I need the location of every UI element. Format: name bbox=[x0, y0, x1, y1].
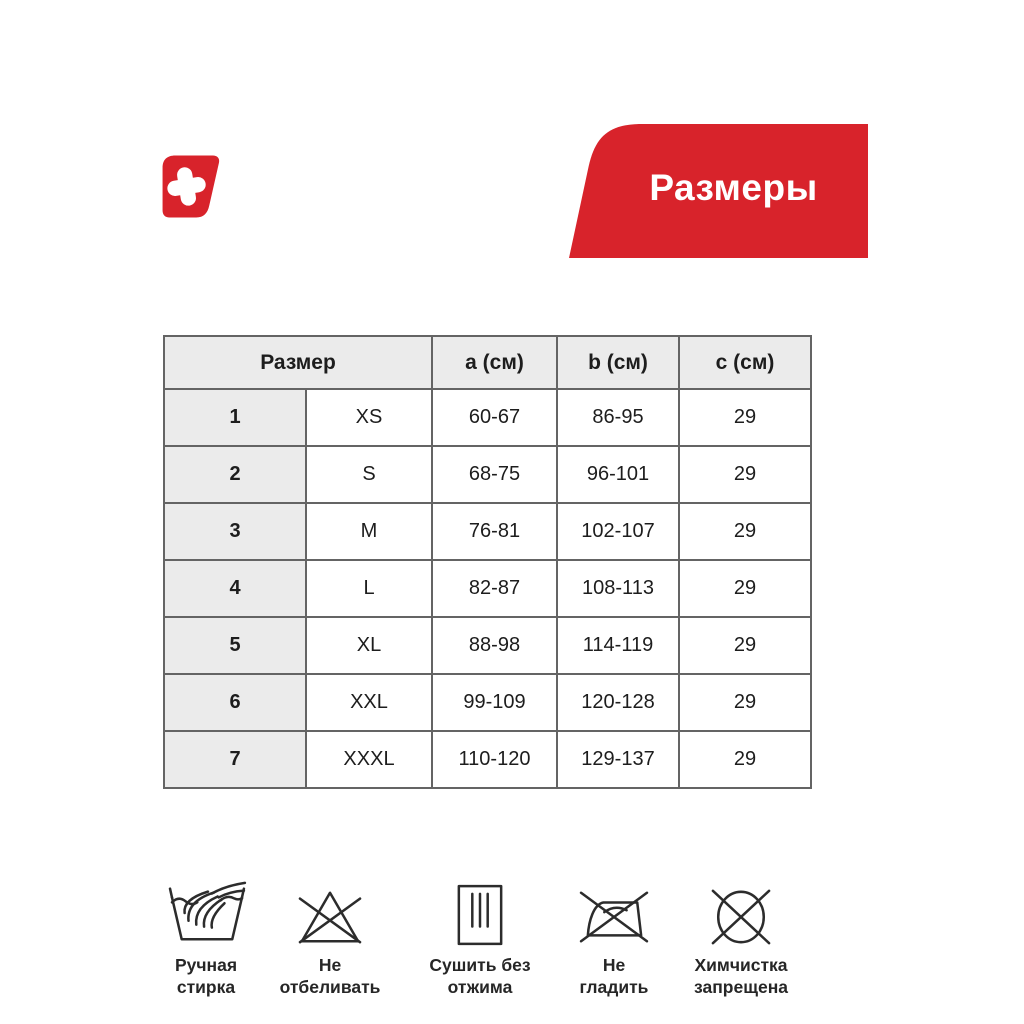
b-cell: 120-128 bbox=[557, 674, 679, 731]
row-number-cell: 6 bbox=[164, 674, 306, 731]
row-number-cell: 3 bbox=[164, 503, 306, 560]
a-cell: 60-67 bbox=[432, 389, 557, 446]
care-label: Сушить без отжима bbox=[429, 955, 531, 997]
row-number-cell: 2 bbox=[164, 446, 306, 503]
row-number-cell: 4 bbox=[164, 560, 306, 617]
b-cell: 129-137 bbox=[557, 731, 679, 788]
row-number-cell: 5 bbox=[164, 617, 306, 674]
size-table bbox=[163, 335, 812, 789]
col-header-a: a (см) bbox=[432, 336, 557, 389]
no-iron-icon bbox=[577, 872, 651, 948]
table-row bbox=[164, 674, 811, 731]
row-number-cell: 7 bbox=[164, 731, 306, 788]
a-cell: 68-75 bbox=[432, 446, 557, 503]
table-row bbox=[164, 617, 811, 674]
b-cell: 102-107 bbox=[557, 503, 679, 560]
b-cell: 86-95 bbox=[557, 389, 679, 446]
table-header-row bbox=[164, 336, 811, 389]
drip-dry-icon bbox=[455, 872, 505, 948]
a-cell: 110-120 bbox=[432, 731, 557, 788]
size-cell: M bbox=[306, 503, 432, 560]
col-header-size: Размер bbox=[164, 336, 432, 389]
b-cell: 96-101 bbox=[557, 446, 679, 503]
table-row bbox=[164, 389, 811, 446]
a-cell: 82-87 bbox=[432, 560, 557, 617]
table-row bbox=[164, 446, 811, 503]
col-header-c: c (см) bbox=[679, 336, 811, 389]
b-cell: 114-119 bbox=[557, 617, 679, 674]
c-cell: 29 bbox=[679, 617, 811, 674]
table-row bbox=[164, 731, 811, 788]
care-item-no-bleach bbox=[245, 872, 415, 999]
table-row bbox=[164, 503, 811, 560]
care-item-no-dry-clean bbox=[656, 872, 826, 999]
table-row bbox=[164, 560, 811, 617]
brand-logo bbox=[159, 154, 220, 220]
a-cell: 76-81 bbox=[432, 503, 557, 560]
size-cell: XXL bbox=[306, 674, 432, 731]
b-cell: 108-113 bbox=[557, 560, 679, 617]
medical-cross-icon bbox=[159, 154, 220, 220]
page-title: Размеры bbox=[649, 167, 818, 208]
no-bleach-icon bbox=[293, 872, 367, 948]
c-cell: 29 bbox=[679, 731, 811, 788]
size-cell: L bbox=[306, 560, 432, 617]
c-cell: 29 bbox=[679, 674, 811, 731]
care-label: Химчистка запрещена bbox=[694, 955, 788, 997]
c-cell: 29 bbox=[679, 560, 811, 617]
title-banner bbox=[557, 124, 868, 258]
hand-wash-icon bbox=[165, 872, 247, 948]
a-cell: 99-109 bbox=[432, 674, 557, 731]
c-cell: 29 bbox=[679, 503, 811, 560]
size-cell: S bbox=[306, 446, 432, 503]
c-cell: 29 bbox=[679, 389, 811, 446]
size-cell: XXXL bbox=[306, 731, 432, 788]
care-label: Не гладить bbox=[579, 955, 649, 997]
a-cell: 88-98 bbox=[432, 617, 557, 674]
size-cell: XL bbox=[306, 617, 432, 674]
no-dry-clean-icon bbox=[706, 872, 776, 948]
row-number-cell: 1 bbox=[164, 389, 306, 446]
col-header-b: b (см) bbox=[557, 336, 679, 389]
c-cell: 29 bbox=[679, 446, 811, 503]
care-label: Ручная стирка bbox=[174, 955, 238, 997]
care-label: Не отбеливать bbox=[279, 955, 381, 997]
size-cell: XS bbox=[306, 389, 432, 446]
